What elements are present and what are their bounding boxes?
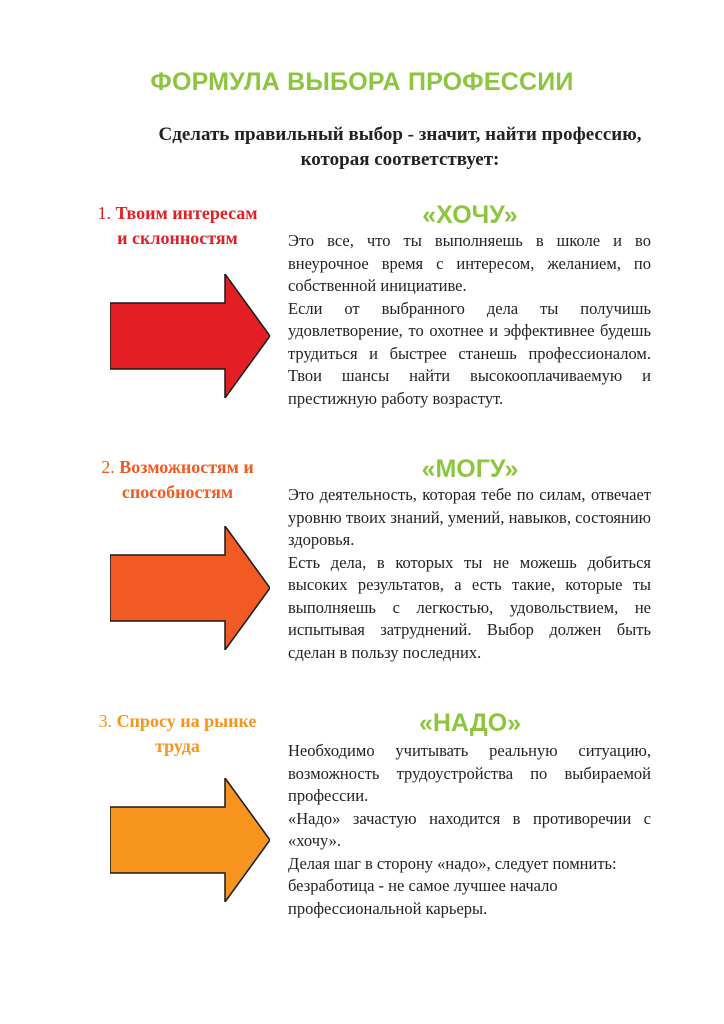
section-label — [70, 709, 285, 759]
section-description — [288, 484, 651, 664]
subtitle-line-1: Сделать правильный выбор - значит, найти профессию, — [158, 124, 642, 145]
section-heading: «ХОЧУ» — [422, 201, 518, 229]
section-number: 2. — [101, 457, 115, 477]
paragraph: Есть дела, в которых ты не можешь добиться высоких результатов, а есть такие, которые ты выполняешь с легкостью, удовольствием, не испытывая затруднений. Выбор должен быть сделан в пользу последних. — [288, 552, 651, 662]
arrow-shape — [110, 778, 270, 902]
section-label-line-1: Возможностям и — [119, 457, 254, 477]
section-label-line-2: и склонностям — [117, 228, 238, 248]
page-title: ФОРМУЛА ВЫБОРА ПРОФЕССИИ — [150, 68, 574, 96]
section-description — [288, 230, 651, 410]
subtitle-line-2: которая соответствует: — [300, 149, 500, 170]
arrow-shape — [110, 526, 270, 650]
paragraph: Необходимо учитывать реальную ситуацию, возможность трудоустройства по выбираемой профессии. — [288, 741, 651, 805]
section-number: 3. — [98, 711, 113, 731]
paragraph: Если от выбранного дела ты получишь удовлетворение, то охотнее и эффективнее будешь трудиться и быстрее станешь профессионалом. Твои шансы найти высокооплачиваемую и престижную работу возрастут. — [288, 298, 651, 408]
section-heading: «НАДО» — [418, 709, 522, 737]
section-label — [70, 201, 285, 251]
section-label — [70, 455, 285, 505]
section-label-line-2: способностям — [121, 482, 234, 502]
section-heading: «МОГУ» — [421, 455, 519, 483]
section-description — [288, 740, 651, 920]
arrow-right-icon — [110, 526, 270, 650]
arrow-right-icon — [110, 778, 270, 902]
paragraph: Это деятельность, которая тебе по силам, отвечает уровню твоих знаний, умений, навыков, состоянию здоровья. — [288, 485, 651, 549]
section-number: 1. — [97, 203, 111, 223]
section-label-line-1: Твоим интересам — [115, 203, 258, 223]
paragraph: «Надо» зачастую находится в противоречии с «хочу». — [288, 808, 651, 850]
section-label-line-2: труда — [155, 736, 200, 756]
arrow-shape — [110, 274, 270, 398]
page-subtitle — [60, 122, 724, 172]
arrow-right-icon — [110, 274, 270, 398]
paragraph: Это все, что ты выполняешь в школе и во внеурочное время с интересом, желанием, по собственной инициативе. — [288, 231, 651, 295]
paragraph: Делая шаг в сторону «надо», следует помнить: безработица - не самое лучшее начало профессиональной карьеры. — [288, 853, 617, 918]
section-label-line-1: Спросу на рынке — [116, 711, 257, 731]
